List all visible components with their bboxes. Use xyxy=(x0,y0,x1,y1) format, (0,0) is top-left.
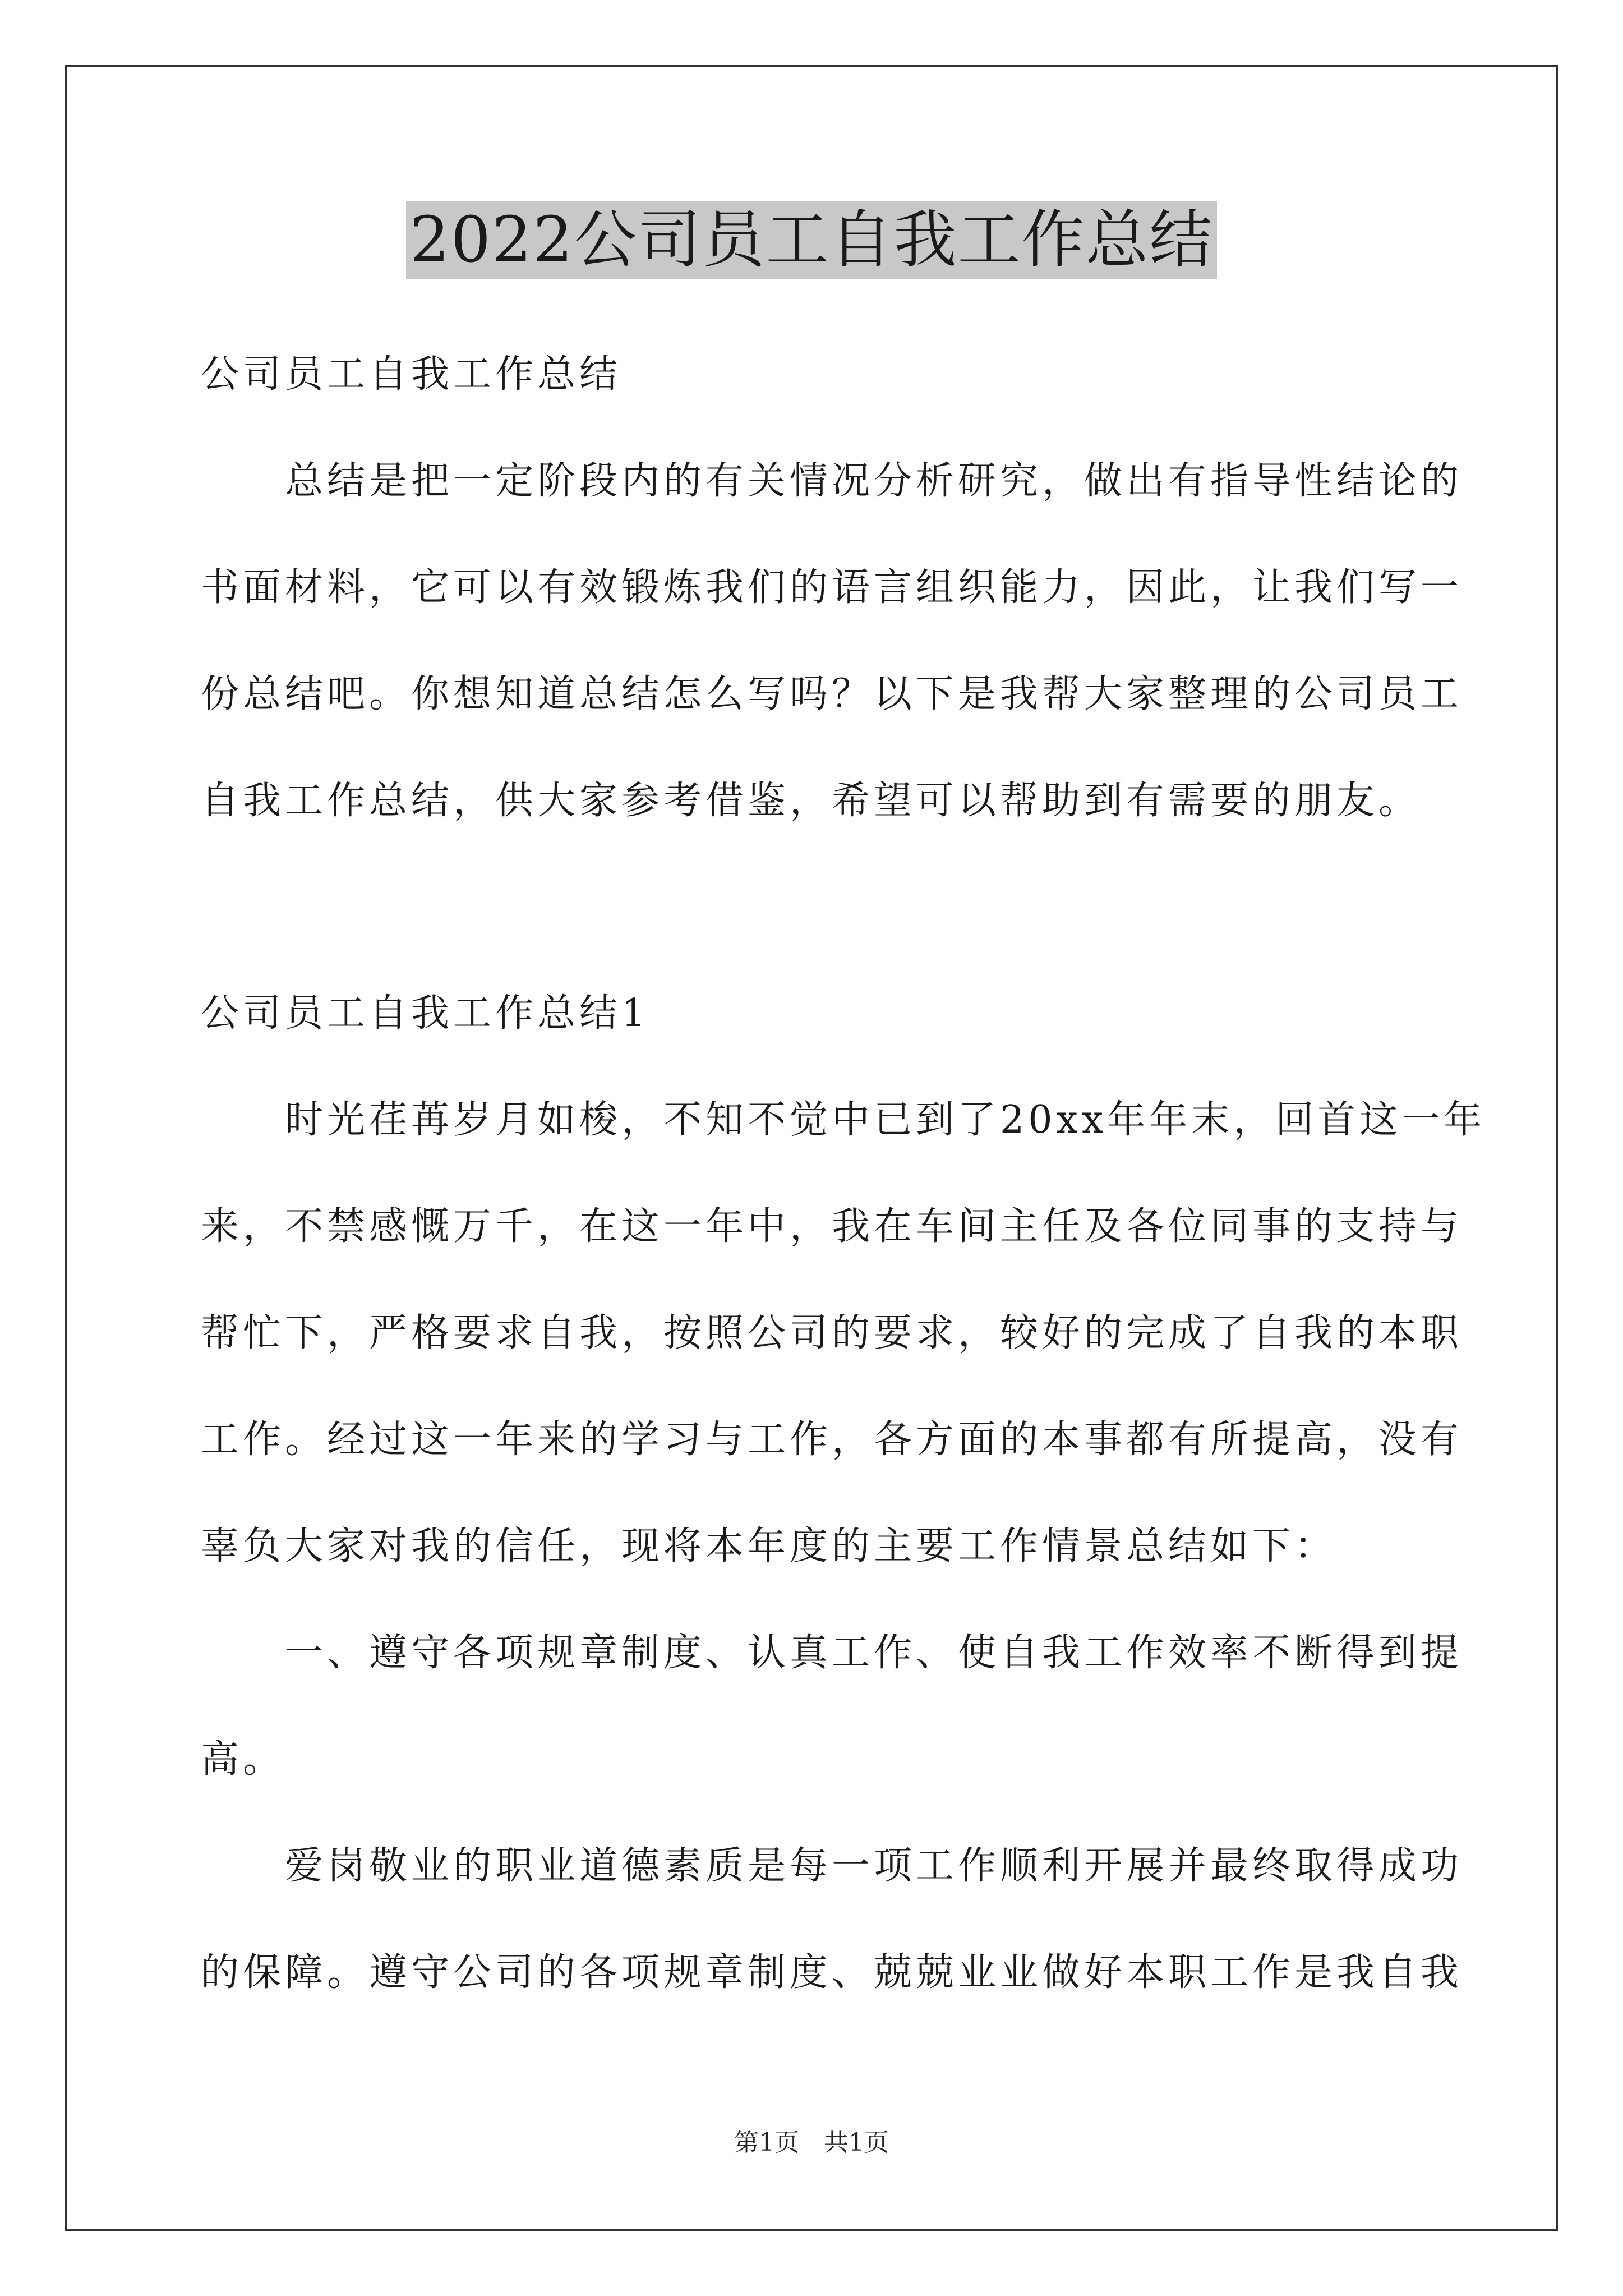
paragraph-line: 自我工作总结，供大家参考借鉴，希望可以帮助到有需要的朋友。 xyxy=(201,779,1421,823)
section-heading: 公司员工自我工作总结1 xyxy=(201,991,650,1036)
paragraph-line: 帮忙下，严格要求自我，按照公司的要求，较好的完成了自我的本职 xyxy=(201,1311,1463,1355)
section-heading: 公司员工自我工作总结 xyxy=(201,352,622,397)
paragraph-line: 的保障。遵守公司的各项规章制度、兢兢业业做好本职工作是我自我 xyxy=(201,1950,1463,1995)
paragraph-line: 书面材料，它可以有效锻炼我们的语言组织能力，因此，让我们写一 xyxy=(201,565,1463,610)
paragraph-line: 一、遵守各项规章制度、认真工作、使自我工作效率不断得到提 xyxy=(201,1631,1463,1675)
paragraph-line: 份总结吧。你想知道总结怎么写吗？以下是我帮大家整理的公司员工 xyxy=(201,672,1463,716)
paragraph-line: 来，不禁感慨万千，在这一年中，我在车间主任及各位同事的支持与 xyxy=(201,1204,1463,1249)
page-footer: 第1页 共1页 xyxy=(734,2128,889,2157)
document-title: 2022公司员工自我工作总结 xyxy=(406,201,1216,279)
paragraph-line: 总结是把一定阶段内的有关情况分析研究，做出有指导性结论的 xyxy=(201,459,1463,503)
paragraph-line: 时光荏苒岁月如梭，不知不觉中已到了20xx年年末，回首这一年 xyxy=(201,1098,1486,1142)
paragraph-line: 工作。经过这一年来的学习与工作，各方面的本事都有所提高，没有 xyxy=(201,1418,1463,1462)
paragraph-line: 辜负大家对我的信任，现将本年度的主要工作情景总结如下： xyxy=(201,1524,1337,1568)
paragraph-line: 高。 xyxy=(201,1737,285,1782)
title-container xyxy=(0,201,1623,279)
paragraph-line: 爱岗敬业的职业道德素质是每一项工作顺利开展并最终取得成功 xyxy=(201,1844,1463,1888)
